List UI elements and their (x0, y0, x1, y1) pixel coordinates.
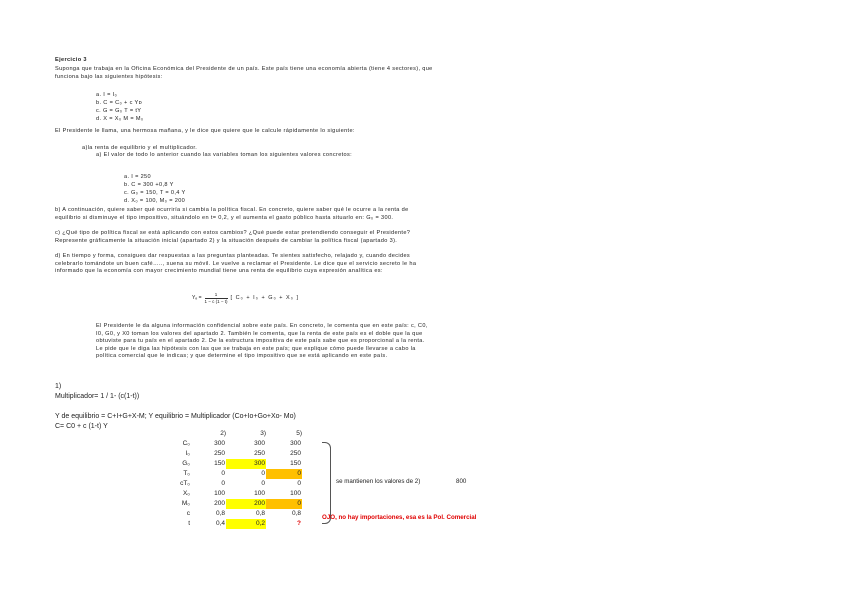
table-row (160, 499, 302, 509)
formula-denominator: 1 − c (1 − t) (204, 298, 228, 304)
table-cell: 0 (297, 480, 301, 487)
note-no-imports: OJO, no hay importaciones, esa es la Pol. Comercial (322, 514, 477, 521)
table-cell: ? (297, 520, 301, 527)
table-cell: 150 (214, 460, 225, 467)
hypotheses-list (96, 91, 144, 123)
note-keep-values: se mantienen los valores de 2) (336, 478, 421, 485)
table-cell: 0,2 (226, 519, 266, 529)
table-row (160, 519, 302, 529)
equilibrium-formula: Y de equilibrio = C+I+G+X-M; Y equilibrio = Multiplicador (Co+Io+Go+Xo- Mo) (55, 413, 296, 420)
formula-rhs: [ C₀ + I₀ + G₀ + X₀ ] (230, 295, 300, 301)
values-list (124, 173, 186, 205)
hypothesis-a: a. I = I₀ (96, 92, 118, 98)
row-label: T₀ (183, 470, 190, 477)
table-cell: 0 (221, 470, 225, 477)
question-b: b) A continuación, quiere saber qué ocurriría si cambia la política fiscal. En concreto, quiere saber qué le ocurre a la renta de equilibrio si disminuye el tipo impositivo, situándolo en t= 0,2, y el aumenta el gasto público hasta situarlo en: G₀ = 300. (55, 207, 409, 221)
table-row (160, 509, 302, 519)
question-c: c) ¿Qué tipo de política fiscal se está aplicando con estos cambios? ¿Qué puede estar pretendiendo conseguir el Presidente? Represente gráficamente la situación inicial (apartado 2) y la situación después de cambiar la política fiscal (apartado 3). (55, 230, 411, 244)
value-a: a. I = 250 (124, 174, 151, 180)
row-label: c (186, 510, 190, 517)
table-cell: 0 (221, 480, 225, 487)
table-cell: 250 (214, 450, 225, 457)
table-row (160, 489, 302, 499)
table-cell: 200 (214, 500, 225, 507)
table-cell: 100 (254, 490, 265, 497)
question-d: d) En tiempo y forma, consigues dar respuestas a las preguntas planteadas. Te sientes satisfecho, relajado y, cuando decides celebrarlo tomándote un buen café….., suena su móvil. Le vuelve a reclamar el Presidente. Le dice que el servicio secreto le ha informado que la economía con mayor crecimiento mundial tiene una renta de equilibrio cuya expresión analítica es: (55, 253, 417, 275)
row-label: M₀ (181, 500, 190, 507)
table-cell: 300 (226, 459, 266, 469)
brace (322, 442, 331, 524)
consumption-formula: C= C0 + c (1-t) Y (55, 423, 108, 430)
row-label: cT₀ (180, 480, 190, 487)
note-value: 800 (456, 478, 467, 485)
table-row (160, 459, 302, 469)
values-table (160, 429, 302, 529)
table-cell: 0 (261, 480, 265, 487)
value-b: b. C = 300 +0,8 Y (124, 182, 174, 188)
table-cell: 0,8 (255, 510, 265, 517)
formula-lhs: Yₑ = (192, 295, 202, 301)
row-label: C₀ (182, 440, 190, 447)
hypothesis-d: d. X = X₀ M = M₀ (96, 116, 144, 122)
question-a-sub: a) El valor de todo lo anterior cuando las variables toman los siguientes valores concretos: (96, 152, 353, 158)
question-a: a)la renta de equilibrio y el multiplicador. (82, 145, 198, 151)
value-d: d. X₀ = 100, M₀ = 200 (124, 198, 186, 204)
row-label: X₀ (182, 490, 190, 497)
value-c: c. G₀ = 150, T = 0,4 Y (124, 190, 186, 196)
president-call-paragraph: El Presidente le llama, una hermosa mañana, y le dice que quiere que le calcule rápidamente lo siguiente: (55, 128, 355, 134)
header-3: 3) (260, 430, 266, 437)
table-row (160, 439, 302, 449)
table-cell: 0 (261, 470, 265, 477)
formula-fraction (205, 292, 228, 305)
table-cell: 300 (290, 440, 301, 447)
table-cell: 200 (226, 499, 266, 509)
hypothesis-c: c. G = G₀ T = tY (96, 108, 142, 114)
formula-numerator: 1 (214, 291, 218, 297)
answer-label: 1) (55, 383, 62, 390)
hypothesis-b: b. C = C₀ + c Yᴅ (96, 100, 143, 106)
table-cell: 300 (254, 440, 265, 447)
exercise-title: Ejercicio 3 (55, 57, 87, 63)
table-cell: 0 (266, 499, 302, 509)
row-label: G₀ (182, 460, 190, 467)
table-cell: 100 (290, 490, 301, 497)
table-header (160, 429, 302, 439)
header-5: 5) (296, 430, 302, 437)
formula (192, 290, 299, 306)
intro-paragraph: Suponga que trabaja en la Oficina Económica del Presidente de un país. Este país tiene una economía abierta (tiene 4 sectores), que funciona bajo las siguientes hipótesis: (55, 66, 433, 80)
table-cell: 0,8 (215, 510, 225, 517)
multiplier-formula: Multiplicador= 1 / 1- (c(1-t)) (55, 393, 140, 400)
row-label: t (188, 520, 190, 527)
table-row (160, 479, 302, 489)
table-cell: 100 (214, 490, 225, 497)
table-cell: 0,8 (291, 510, 301, 517)
table-cell: 250 (254, 450, 265, 457)
table-cell: 0,4 (215, 520, 225, 527)
table-cell: 0 (266, 469, 302, 479)
row-label: I₀ (185, 450, 190, 457)
table-cell: 150 (290, 460, 301, 467)
table-row (160, 469, 302, 479)
table-cell: 300 (214, 440, 225, 447)
header-2: 2) (220, 430, 226, 437)
question-d2: El Presidente le da alguna información confidencial sobre este país. En concreto, le comenta que en este país: c, C0, I0, G0, y X0 toman los valores del apartado 2. También le comenta, que la renta de este país es el doble que la que obtuviste para tu país en el apartado 2. De la estructura impositiva de este país sabe que es proporcional a la renta. Le pide que le diga las hipótesis con las que se trabaja en este país; que explique cómo puede llevarse a cabo la política comercial que le indicas; y que determine el tipo impositivo que se está aplicando en este país. (96, 323, 428, 360)
table-row (160, 449, 302, 459)
table-cell: 250 (290, 450, 301, 457)
